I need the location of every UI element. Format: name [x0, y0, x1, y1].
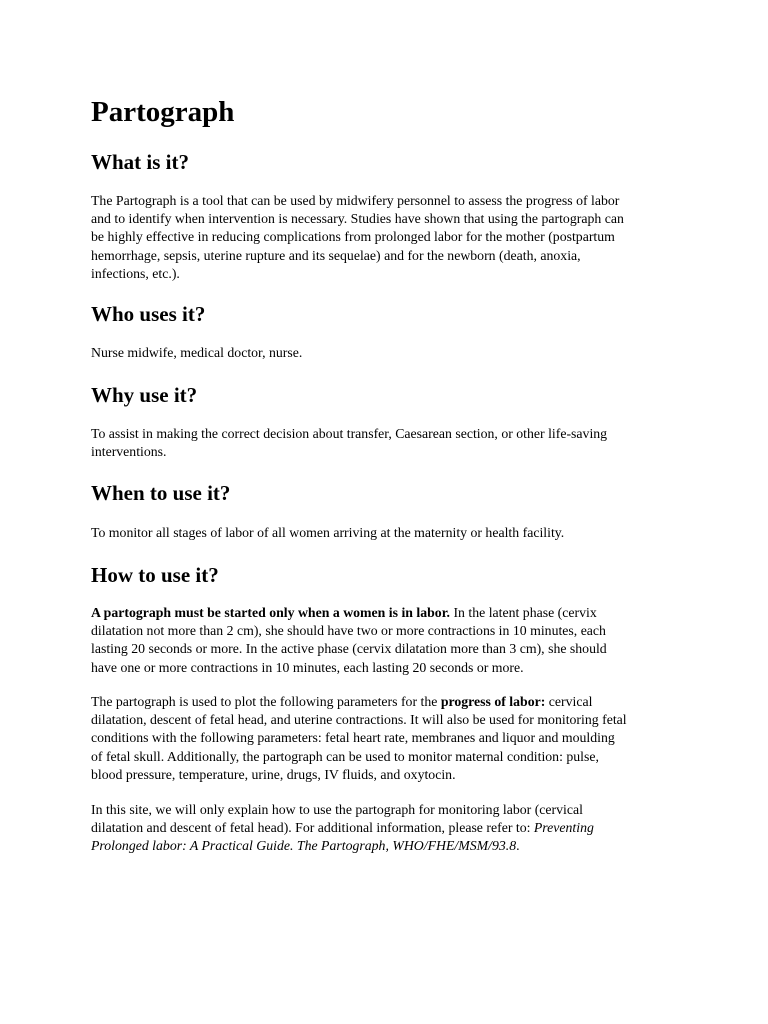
text-line: hemorrhage, sepsis, uterine rupture and its sequelae) and for the newborn (death, anoxia, [91, 247, 581, 263]
text-line: To assist in making the correct decision about transfer, Caesarean section, or other life-saving [91, 426, 608, 441]
text-line: blood pressure, temperature, urine, drugs, IV fluids, and oxytocin. [91, 766, 456, 782]
text-run: In the latent phase (cervix [450, 605, 597, 620]
text-line: In this site, we will only explain how to use the partograph for monitoring labor (cervical [91, 802, 583, 817]
emphasis-text: progress of labor: [440, 694, 546, 709]
reference-citation: Prolonged labor: A Practical Guide. The Partograph, WHO/FHE/MSM/93.8 [91, 838, 517, 854]
text-line [91, 837, 666, 855]
text-line [91, 819, 666, 837]
heading-when-to-use-it: When to use it? [91, 481, 231, 505]
paragraph-when-to-use-it [91, 524, 666, 542]
text-line: dilatation not more than 2 cm), she should have two or more contractions in 10 minutes, each [91, 623, 606, 639]
text-line: of fetal skull. Additionally, the partograph can be used to monitor maternal condition: pulse, [91, 748, 599, 764]
text-line: To monitor all stages of labor of all women arriving at the maternity or health facility. [91, 525, 565, 540]
text-line: The Partograph is a tool that can be used by midwifery personnel to assess the progress of labor [91, 193, 620, 208]
text-line: Nurse midwife, medical doctor, nurse. [91, 345, 303, 360]
text-line: conditions with the following parameters: fetal heart rate, membranes and liquor and moulding [91, 730, 615, 746]
paragraph-how-reference [91, 801, 666, 856]
text-run: The partograph is used to plot the following parameters for the [91, 694, 441, 709]
text-line: lasting 20 seconds or more. In the active phase (cervix dilatation more than 3 cm), she should [91, 641, 607, 657]
text-line: interventions. [91, 444, 167, 460]
paragraph-how-start [91, 604, 666, 677]
reference-citation: Preventing [533, 820, 594, 836]
text-line: and to identify when intervention is necessary. Studies have shown that using the partograph can [91, 211, 624, 227]
text-line [91, 693, 666, 711]
document-title: Partograph [91, 96, 235, 128]
text-line: infections, etc.). [91, 265, 180, 281]
emphasis-text: A partograph must be started only when a women is in labor. [91, 605, 451, 620]
text-run: . [516, 838, 520, 854]
paragraph-what-is-it [91, 192, 666, 283]
paragraph-how-parameters [91, 693, 666, 784]
text-line: dilatation, descent of fetal head, and uterine contractions. It will also be used for monitoring fetal [91, 712, 627, 728]
text-line: be highly effective in reducing complications from prolonged labor for the mother (postpartum [91, 229, 615, 245]
heading-how-to-use-it: How to use it? [91, 563, 219, 587]
paragraph-why-use-it [91, 425, 666, 461]
text-line [91, 604, 666, 622]
heading-why-use-it: Why use it? [91, 383, 198, 407]
heading-who-uses-it: Who uses it? [91, 302, 206, 326]
heading-what-is-it: What is it? [91, 150, 190, 174]
text-run: cervical [545, 694, 593, 709]
text-run: dilatation and descent of fetal head). For additional information, please refer to: [91, 820, 534, 836]
text-line: have one or more contractions in 10 minutes, each lasting 20 seconds or more. [91, 659, 524, 675]
paragraph-who-uses-it [91, 344, 666, 362]
